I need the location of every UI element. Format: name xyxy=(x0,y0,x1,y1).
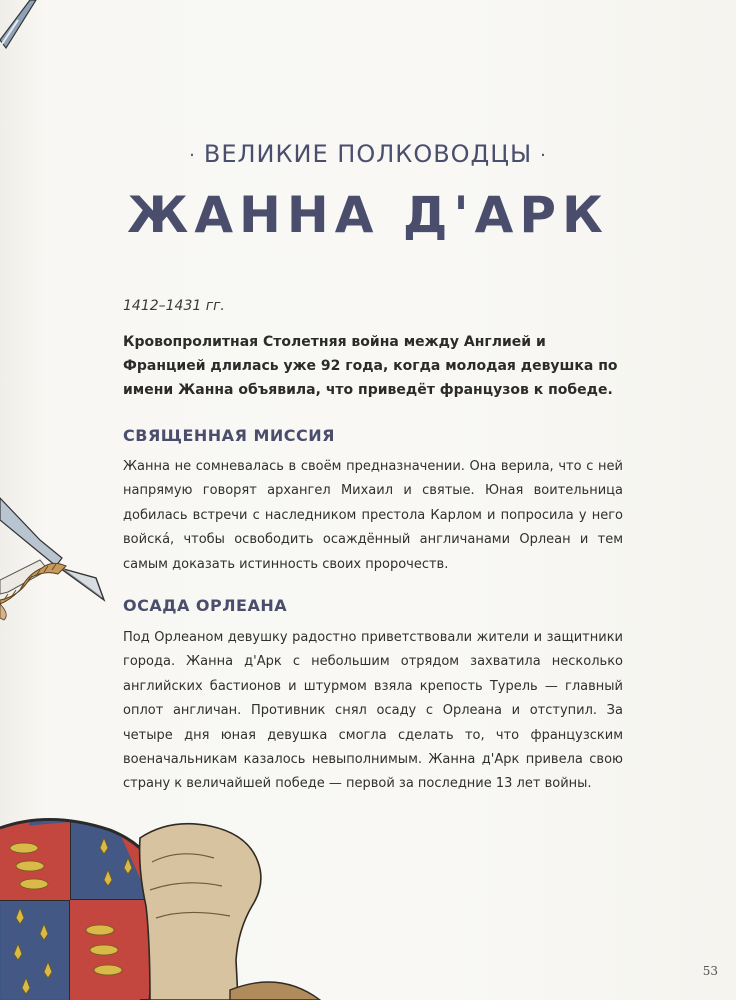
spear-mid-icon xyxy=(0,498,104,620)
section-text-siege-orleans: Под Орлеаном девушку радостно приветствовали жители и защитники города. Жанна д'Арк с небольшим отрядом захватила несколько английских бастионов и штурмом взяла крепость Турель — главный оплот англичан. Противник снял осаду с Орлеана и отступил. За четыре дня юная девушка смогла сделать то, что французским военачальникам казалось невыполнимым. Жанна д'Арк привела свою страну к величайшей победе — первой за последние 13 лет войны. xyxy=(123,630,623,792)
section-text-sacred-mission: Жанна не сомневалась в своём предназначении. Она верила, что с ней напрямую говорят архангел Михаил и святые. Юная воительница добилась встречи с наследником престола Карлом и попросила у него войска́, чтобы освободить осаждённый англичанами Орлеан и тем самым доказать истинность своих пророчеств. xyxy=(123,459,623,572)
spear-top-icon xyxy=(0,0,36,48)
page-title: ЖАННА Д'АРК xyxy=(127,186,609,244)
life-dates: 1412–1431 гг. xyxy=(123,298,225,314)
page-number: 53 xyxy=(702,964,718,978)
kicker-label: ВЕЛИКИЕ ПОЛКОВОДЦЫ xyxy=(203,140,533,168)
lead-paragraph: Кровопролитная Столетняя война между Англией и Францией длилась уже 92 года, когда молодая девушка по имени Жанна объявила, что приведёт французов к победе. xyxy=(123,334,618,398)
kicker-dot-left: · xyxy=(189,144,196,166)
boot-icon xyxy=(140,824,320,1000)
section-heading-sacred-mission: СВЯЩЕННАЯ МИССИЯ xyxy=(123,426,335,445)
section-heading-siege-orleans: ОСАДА ОРЛЕАНА xyxy=(123,596,288,615)
series-kicker xyxy=(0,140,736,168)
kicker-dot-right: · xyxy=(540,144,547,166)
heraldic-shield-icon xyxy=(0,819,160,1000)
